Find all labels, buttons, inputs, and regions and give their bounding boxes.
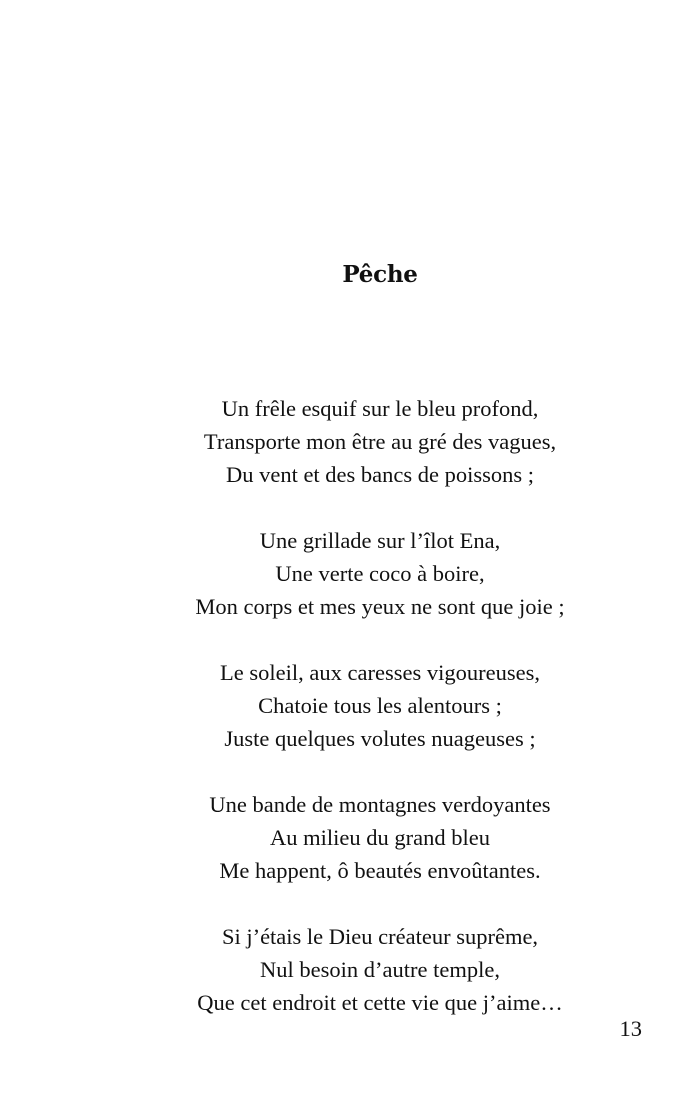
stanza-5: [0, 920, 700, 1019]
poem-line: Une grillade sur l’îlot Ena,: [259, 528, 501, 553]
poem-line: Juste quelques volutes nuageuses ;: [224, 726, 536, 751]
poem-body: [0, 392, 700, 1052]
poem-line: Une verte coco à boire,: [275, 561, 485, 586]
poem-line: Me happent, ô beautés envoûtantes.: [219, 858, 541, 883]
poem-line: Du vent et des bancs de poissons ;: [225, 462, 535, 487]
poem-line: Transporte mon être au gré des vagues,: [203, 429, 557, 454]
poem-title: Pêche: [342, 261, 418, 288]
stanza-3: [0, 656, 700, 755]
stanza-4: [0, 788, 700, 887]
stanza-1: [0, 392, 700, 491]
page-number: 13: [619, 1016, 642, 1041]
poem-line: Chatoie tous les alentours ;: [258, 693, 502, 718]
poem-line: Au milieu du grand bleu: [270, 825, 490, 850]
poem-line: Mon corps et mes yeux ne sont que joie ;: [195, 594, 565, 619]
poem-line: Nul besoin d’autre temple,: [260, 957, 500, 982]
poem-line: Une bande de montagnes verdoyantes: [209, 792, 551, 817]
stanza-2: [0, 524, 700, 623]
poem-line: Si j’étais le Dieu créateur suprême,: [221, 924, 539, 949]
poem-line: Que cet endroit et cette vie que j’aime…: [197, 990, 563, 1015]
poem-line: Un frêle esquif sur le bleu profond,: [221, 396, 539, 421]
poem-line: Le soleil, aux caresses vigoureuses,: [220, 660, 540, 685]
